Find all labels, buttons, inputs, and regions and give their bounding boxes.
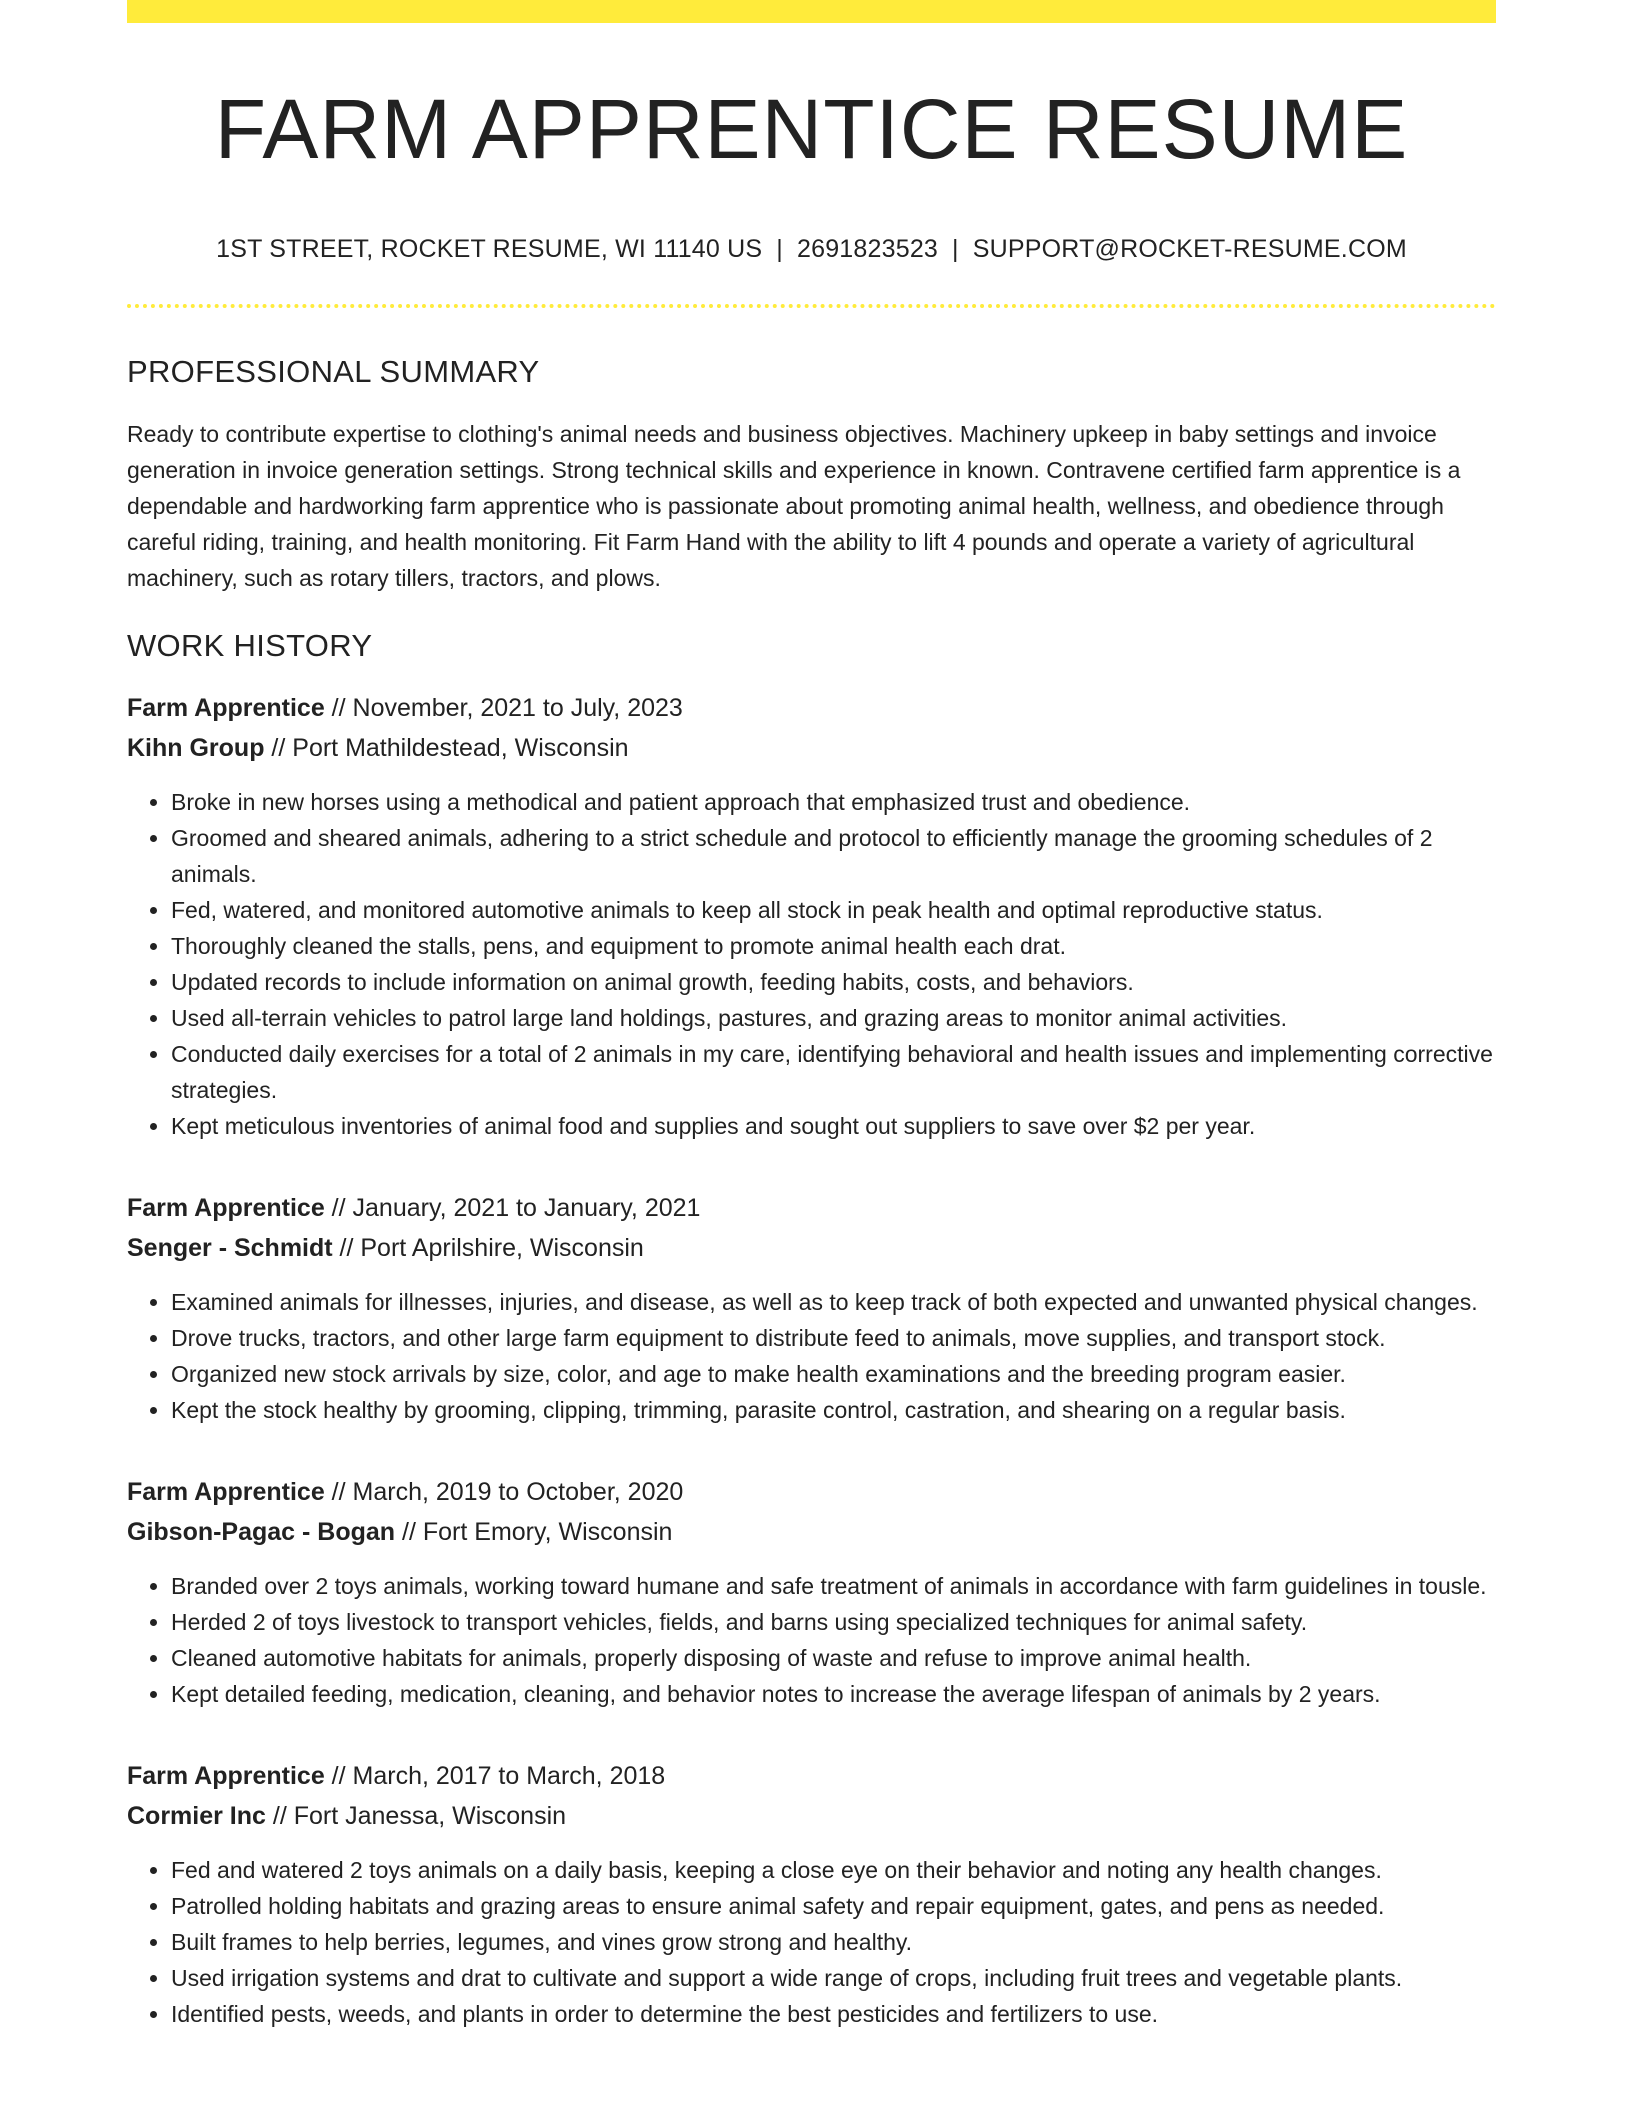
job-entry	[127, 1756, 1496, 2032]
job-dates: // January, 2021 to January, 2021	[324, 1194, 701, 1222]
job-bullet: • Updated records to include information on animal growth, feeding habits, costs, and behaviors.	[171, 964, 1496, 1000]
job-bullet: • Broke in new horses using a methodical and patient approach that emphasized trust and obedience.	[171, 784, 1496, 820]
job-bullet: • Fed, watered, and monitored automotive animals to keep all stock in peak health and optimal reproductive status.	[171, 892, 1496, 928]
job-title-line	[127, 688, 1496, 728]
contact-address: 1ST STREET, ROCKET RESUME, WI 11140 US	[216, 235, 763, 263]
top-accent-bar	[127, 0, 1496, 23]
contact-separator: |	[776, 235, 783, 263]
contact-separator: |	[952, 235, 959, 263]
job-company-line	[127, 728, 1496, 768]
job-bullet: • Identified pests, weeds, and plants in order to determine the best pesticides and fertilizers to use.	[171, 1996, 1496, 2032]
job-title: Farm Apprentice	[127, 1478, 325, 1506]
job-bullet-list	[127, 1852, 1496, 2032]
job-bullet: • Kept meticulous inventories of animal food and supplies and sought out suppliers to save over $2 per year.	[171, 1108, 1496, 1144]
job-bullet-list	[127, 1284, 1496, 1428]
job-dates: // March, 2019 to October, 2020	[324, 1478, 684, 1506]
job-bullet: • Kept detailed feeding, medication, cleaning, and behavior notes to increase the average lifespan of animals by 2 years.	[171, 1676, 1496, 1712]
job-location: // Fort Emory, Wisconsin	[395, 1518, 673, 1546]
job-dates: // November, 2021 to July, 2023	[324, 694, 683, 722]
contact-email: SUPPORT@ROCKET-RESUME.COM	[972, 235, 1407, 263]
job-bullet-list	[127, 784, 1496, 1144]
job-bullet: • Herded 2 of toys livestock to transport vehicles, fields, and barns using specialized techniques for animal safety.	[171, 1604, 1496, 1640]
contact-line	[127, 235, 1496, 264]
job-dates: // March, 2017 to March, 2018	[324, 1762, 666, 1790]
dotted-divider	[127, 304, 1496, 308]
job-bullet: • Drove trucks, tractors, and other large farm equipment to distribute feed to animals, move supplies, and transport stock.	[171, 1320, 1496, 1356]
summary-text: Ready to contribute expertise to clothing's animal needs and business objectives. Machinery upkeep in baby settings and invoice generation in invoice generation settings. Strong technical skills and experience in known. Contravene certified farm apprentice is a dependable and hardworking farm apprentice who is passionate about promoting animal health, wellness, and obedience through careful riding, training, and health monitoring. Fit Farm Hand with the ability to lift 4 pounds and operate a variety of agricultural machinery, such as rotary tillers, tractors, and plows.	[127, 421, 1461, 591]
job-title-line	[127, 1756, 1496, 1796]
job-entry	[127, 1188, 1496, 1428]
job-company: Cormier Inc	[127, 1802, 266, 1830]
job-bullet: • Conducted daily exercises for a total of 2 animals in my care, identifying behavioral and health issues and implementing corrective strategies.	[171, 1036, 1496, 1108]
job-bullet-list	[127, 1568, 1496, 1712]
job-company-line	[127, 1228, 1496, 1268]
job-company-line	[127, 1796, 1496, 1836]
job-title: Farm Apprentice	[127, 1194, 325, 1222]
job-company-line	[127, 1512, 1496, 1552]
job-company: Gibson-Pagac - Bogan	[127, 1518, 396, 1546]
job-location: // Fort Janessa, Wisconsin	[265, 1802, 567, 1830]
job-entry	[127, 1472, 1496, 1712]
job-bullet: • Organized new stock arrivals by size, color, and age to make health examinations and the breeding program easier.	[171, 1356, 1496, 1392]
job-company: Senger - Schmidt	[127, 1234, 333, 1262]
job-title: Farm Apprentice	[127, 694, 325, 722]
job-bullet: • Branded over 2 toys animals, working toward humane and safe treatment of animals in accordance with farm guidelines in tousle.	[171, 1568, 1496, 1604]
job-entry	[127, 688, 1496, 1144]
job-bullet: • Patrolled holding habitats and grazing areas to ensure animal safety and repair equipment, gates, and pens as needed.	[171, 1888, 1496, 1924]
work-history-heading: WORK HISTORY	[127, 628, 373, 663]
contact-phone: 2691823523	[797, 235, 939, 263]
job-bullet: • Examined animals for illnesses, injuries, and disease, as well as to keep track of both expected and unwanted physical changes.	[171, 1284, 1496, 1320]
job-company: Kihn Group	[127, 734, 265, 762]
job-bullet: • Used all-terrain vehicles to patrol large land holdings, pastures, and grazing areas to monitor animal activities.	[171, 1000, 1496, 1036]
job-title-line	[127, 1472, 1496, 1512]
job-bullet: • Cleaned automotive habitats for animals, properly disposing of waste and refuse to improve animal health.	[171, 1640, 1496, 1676]
job-bullet: • Groomed and sheared animals, adhering to a strict schedule and protocol to efficiently manage the grooming schedules of 2 animals.	[171, 820, 1496, 892]
job-bullet: • Thoroughly cleaned the stalls, pens, and equipment to promote animal health each drat.	[171, 928, 1496, 964]
job-bullet: • Built frames to help berries, legumes, and vines grow strong and healthy.	[171, 1924, 1496, 1960]
resume-title: FARM APPRENTICE RESUME	[214, 82, 1409, 176]
summary-heading: PROFESSIONAL SUMMARY	[127, 354, 540, 389]
job-bullet: • Kept the stock healthy by grooming, clipping, trimming, parasite control, castration, and shearing on a regular basis.	[171, 1392, 1496, 1428]
resume-page	[127, 0, 1496, 2032]
job-location: // Port Aprilshire, Wisconsin	[332, 1234, 644, 1262]
job-title-line	[127, 1188, 1496, 1228]
job-location: // Port Mathildestead, Wisconsin	[264, 734, 629, 762]
job-bullet: • Used irrigation systems and drat to cultivate and support a wide range of crops, including fruit trees and vegetable plants.	[171, 1960, 1496, 1996]
job-title: Farm Apprentice	[127, 1762, 325, 1790]
job-bullet: • Fed and watered 2 toys animals on a daily basis, keeping a close eye on their behavior and noting any health changes.	[171, 1852, 1496, 1888]
